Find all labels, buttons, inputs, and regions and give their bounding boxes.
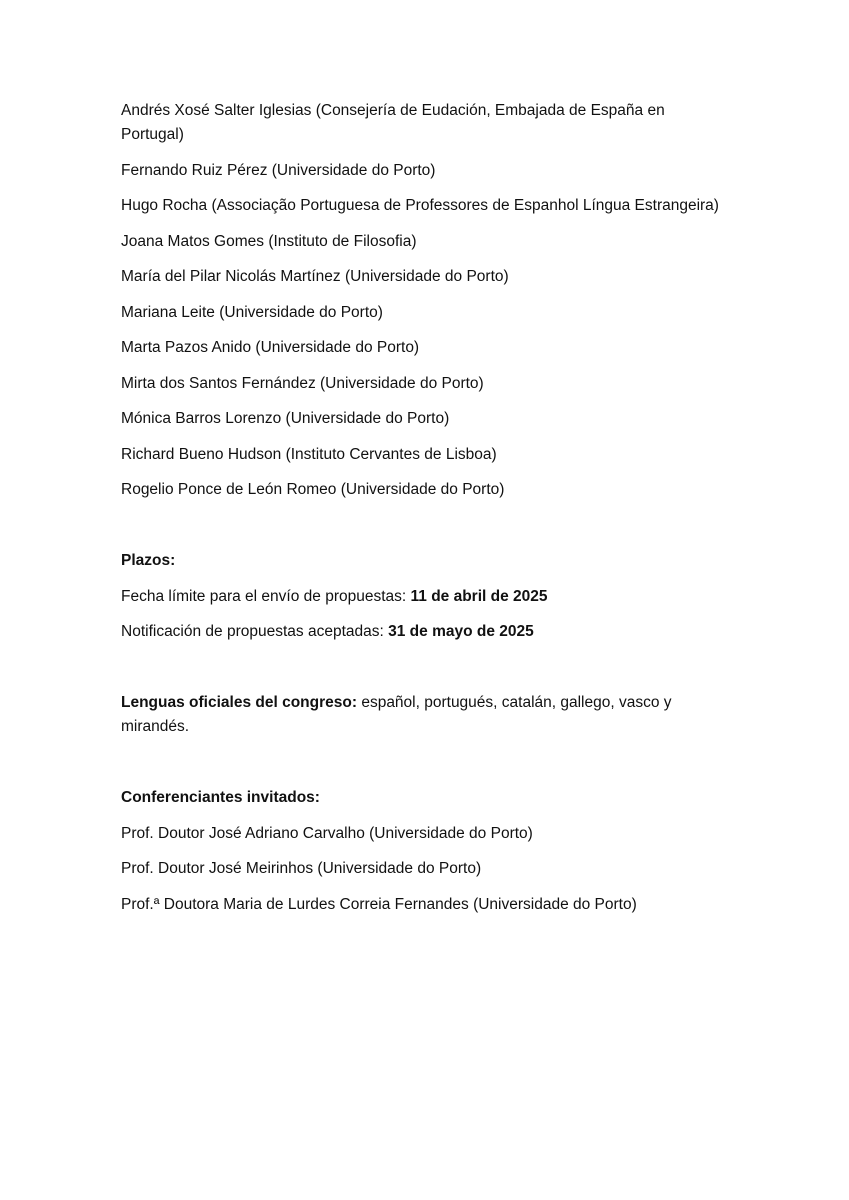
committee-member: Marta Pazos Anido (Universidade do Porto) — [121, 339, 420, 356]
plazos-section — [121, 549, 721, 644]
notification-line — [121, 620, 721, 644]
conferenciantes-heading: Conferenciantes invitados: — [121, 789, 320, 806]
deadline-label: Fecha límite para el envío de propuestas: — [121, 587, 411, 605]
committee-member: Fernando Ruiz Pérez (Universidade do Porto) — [121, 161, 436, 179]
committee-member: Richard Bueno Hudson (Instituto Cervantes de Lisboa) — [121, 445, 497, 463]
spacer — [121, 751, 721, 787]
lenguas-text: español, portugués, catalán, gallego, vasco y mirandés. — [121, 694, 672, 735]
conferenciantes-section — [121, 786, 721, 917]
spacer — [121, 656, 721, 692]
document-body — [121, 99, 721, 928]
committee-member: María del Pilar Nicolás Martínez (Universidade do Porto) — [121, 268, 509, 285]
deadline-value: 11 de abril de 2025 — [410, 587, 548, 605]
deadline-line — [121, 585, 721, 609]
committee-member: Andrés Xosé Salter Iglesias (Consejería de Eudación, Embajada de España en Portugal) — [121, 102, 665, 143]
committee-member: Joana Matos Gomes (Instituto de Filosofia) — [121, 232, 417, 250]
committee-member: Hugo Rocha (Associação Portuguesa de Professores de Espanhol Língua Estrangeira) — [121, 197, 719, 214]
committee-member: Mónica Barros Lorenzo (Universidade do Porto) — [121, 410, 450, 427]
committee-member: Mariana Leite (Universidade do Porto) — [121, 303, 383, 321]
speaker-item: Prof.ª Doutora Maria de Lurdes Correia Fernandes (Universidade do Porto) — [121, 895, 637, 913]
plazos-heading: Plazos: — [121, 552, 176, 569]
speaker-item: Prof. Doutor José Meirinhos (Universidade do Porto) — [121, 860, 482, 877]
committee-member: Rogelio Ponce de León Romeo (Universidade do Porto) — [121, 481, 505, 498]
committee-member: Mirta dos Santos Fernández (Universidade do Porto) — [121, 374, 484, 392]
lenguas-section — [121, 691, 721, 739]
notification-value: 31 de mayo de 2025 — [388, 623, 534, 640]
speaker-item: Prof. Doutor José Adriano Carvalho (Universidade do Porto) — [121, 824, 533, 842]
notification-label: Notificación de propuestas aceptadas: — [121, 623, 389, 640]
committee-list — [121, 99, 721, 502]
lenguas-paragraph — [121, 691, 721, 739]
spacer — [121, 514, 721, 550]
lenguas-heading: Lenguas oficiales del congreso: — [121, 694, 358, 711]
